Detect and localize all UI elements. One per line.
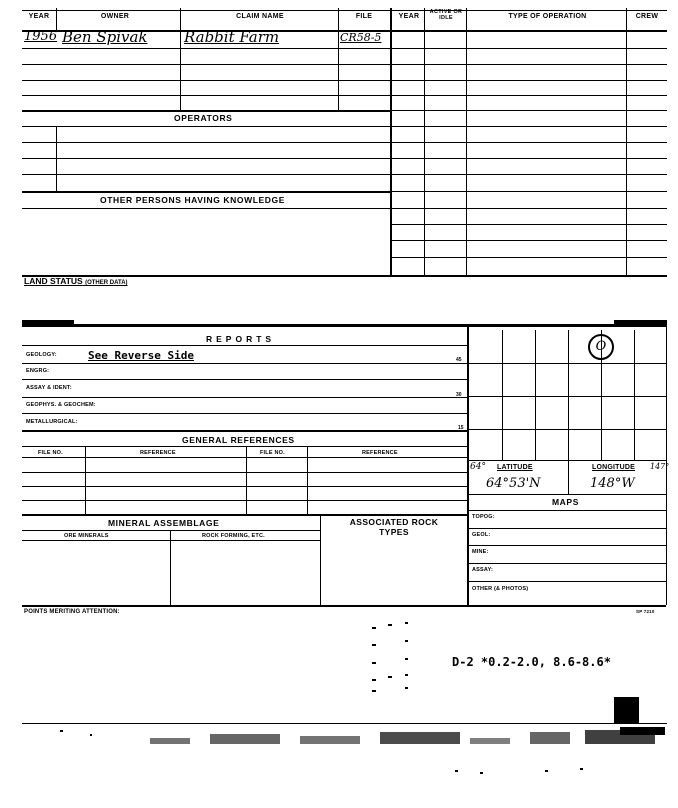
col-header-type-of-operation: TYPE OF OPERATION [508,13,587,20]
report-num: 30 [456,392,462,398]
longitude-value: 148°W [590,476,635,491]
land-status-sublabel: (OTHER DATA) [85,280,128,286]
lon-suffix: 147° [650,462,670,471]
other-persons-label: OTHER PERSONS HAVING KNOWLEDGE [100,195,286,205]
associated-rock-types-label: ASSOCIATED ROCK TYPES [349,517,439,537]
report-label-engrg: ENGRG: [26,368,50,374]
entry-year: 1956 [24,29,58,44]
scan-noise [0,600,678,808]
maps-title: MAPS [552,497,579,507]
rock-forming-label: ROCK FORMING, ETC. [202,533,265,539]
land-status-label: LAND STATUS [24,276,83,286]
lat-prefix: 64° [470,462,486,472]
report-label-geophys: GEOPHYS. & GEOCHEM: [26,402,96,408]
reports-title: REPORTS [206,334,276,344]
report-label-geology: GEOLOGY: [26,352,57,358]
col-header-active-idle: ACTIVE OR IDLE [429,9,463,21]
latitude-label: LATITUDE [497,464,533,471]
report-num: 15 [458,425,464,431]
mineral-assemblage-title: MINERAL ASSEMBLAGE [108,518,220,528]
report-label-metallurgical: METALLURGICAL: [26,419,78,425]
col-header-claim-name: CLAIM NAME [236,13,284,20]
ref-header-reference: REFERENCE [140,450,176,456]
report-label-assay: ASSAY & IDENT: [26,385,72,391]
map-item-topog: TOPOG: [472,514,495,520]
map-item-geol: GEOL: [472,532,491,538]
col-header-owner: OWNER [100,13,130,20]
report-value-geology: See Reverse Side [88,349,194,362]
ref-header-file-no-2: FILE NO. [260,450,285,456]
col-header-crew: CREW [635,13,659,20]
scan-mark [614,320,667,324]
grid-location-mark: O [588,334,614,360]
ref-header-reference-2: REFERENCE [362,450,398,456]
ref-header-file-no: FILE NO. [38,450,63,456]
col-header-year: YEAR [28,13,50,20]
form-number: SP 7210 [636,609,655,614]
ore-minerals-label: ORE MINERALS [64,533,109,539]
general-references-title: GENERAL REFERENCES [182,435,295,445]
map-item-other: OTHER (& PHOTOS) [472,586,529,592]
scan-mark [22,320,74,324]
longitude-label: LONGITUDE [592,464,636,471]
land-status [24,276,128,286]
col-header-year-2: YEAR [398,13,420,20]
map-item-mine: MINE: [472,549,489,555]
entry-claim-name: Rabbit Farm [184,28,280,46]
sample-note: D-2 *0.2-2.0, 8.6-8.6* [452,655,611,669]
entry-owner: Ben Spivak [62,28,148,46]
operators-label: OPERATORS [174,113,233,123]
latitude-value: 64°53'N [486,476,541,491]
entry-file: CR58-5 [340,31,382,44]
points-meriting-label: POINTS MERITING ATTENTION: [24,609,120,615]
report-num: 45 [456,357,462,363]
map-item-assay: ASSAY: [472,567,494,573]
col-header-file: FILE [355,13,373,20]
